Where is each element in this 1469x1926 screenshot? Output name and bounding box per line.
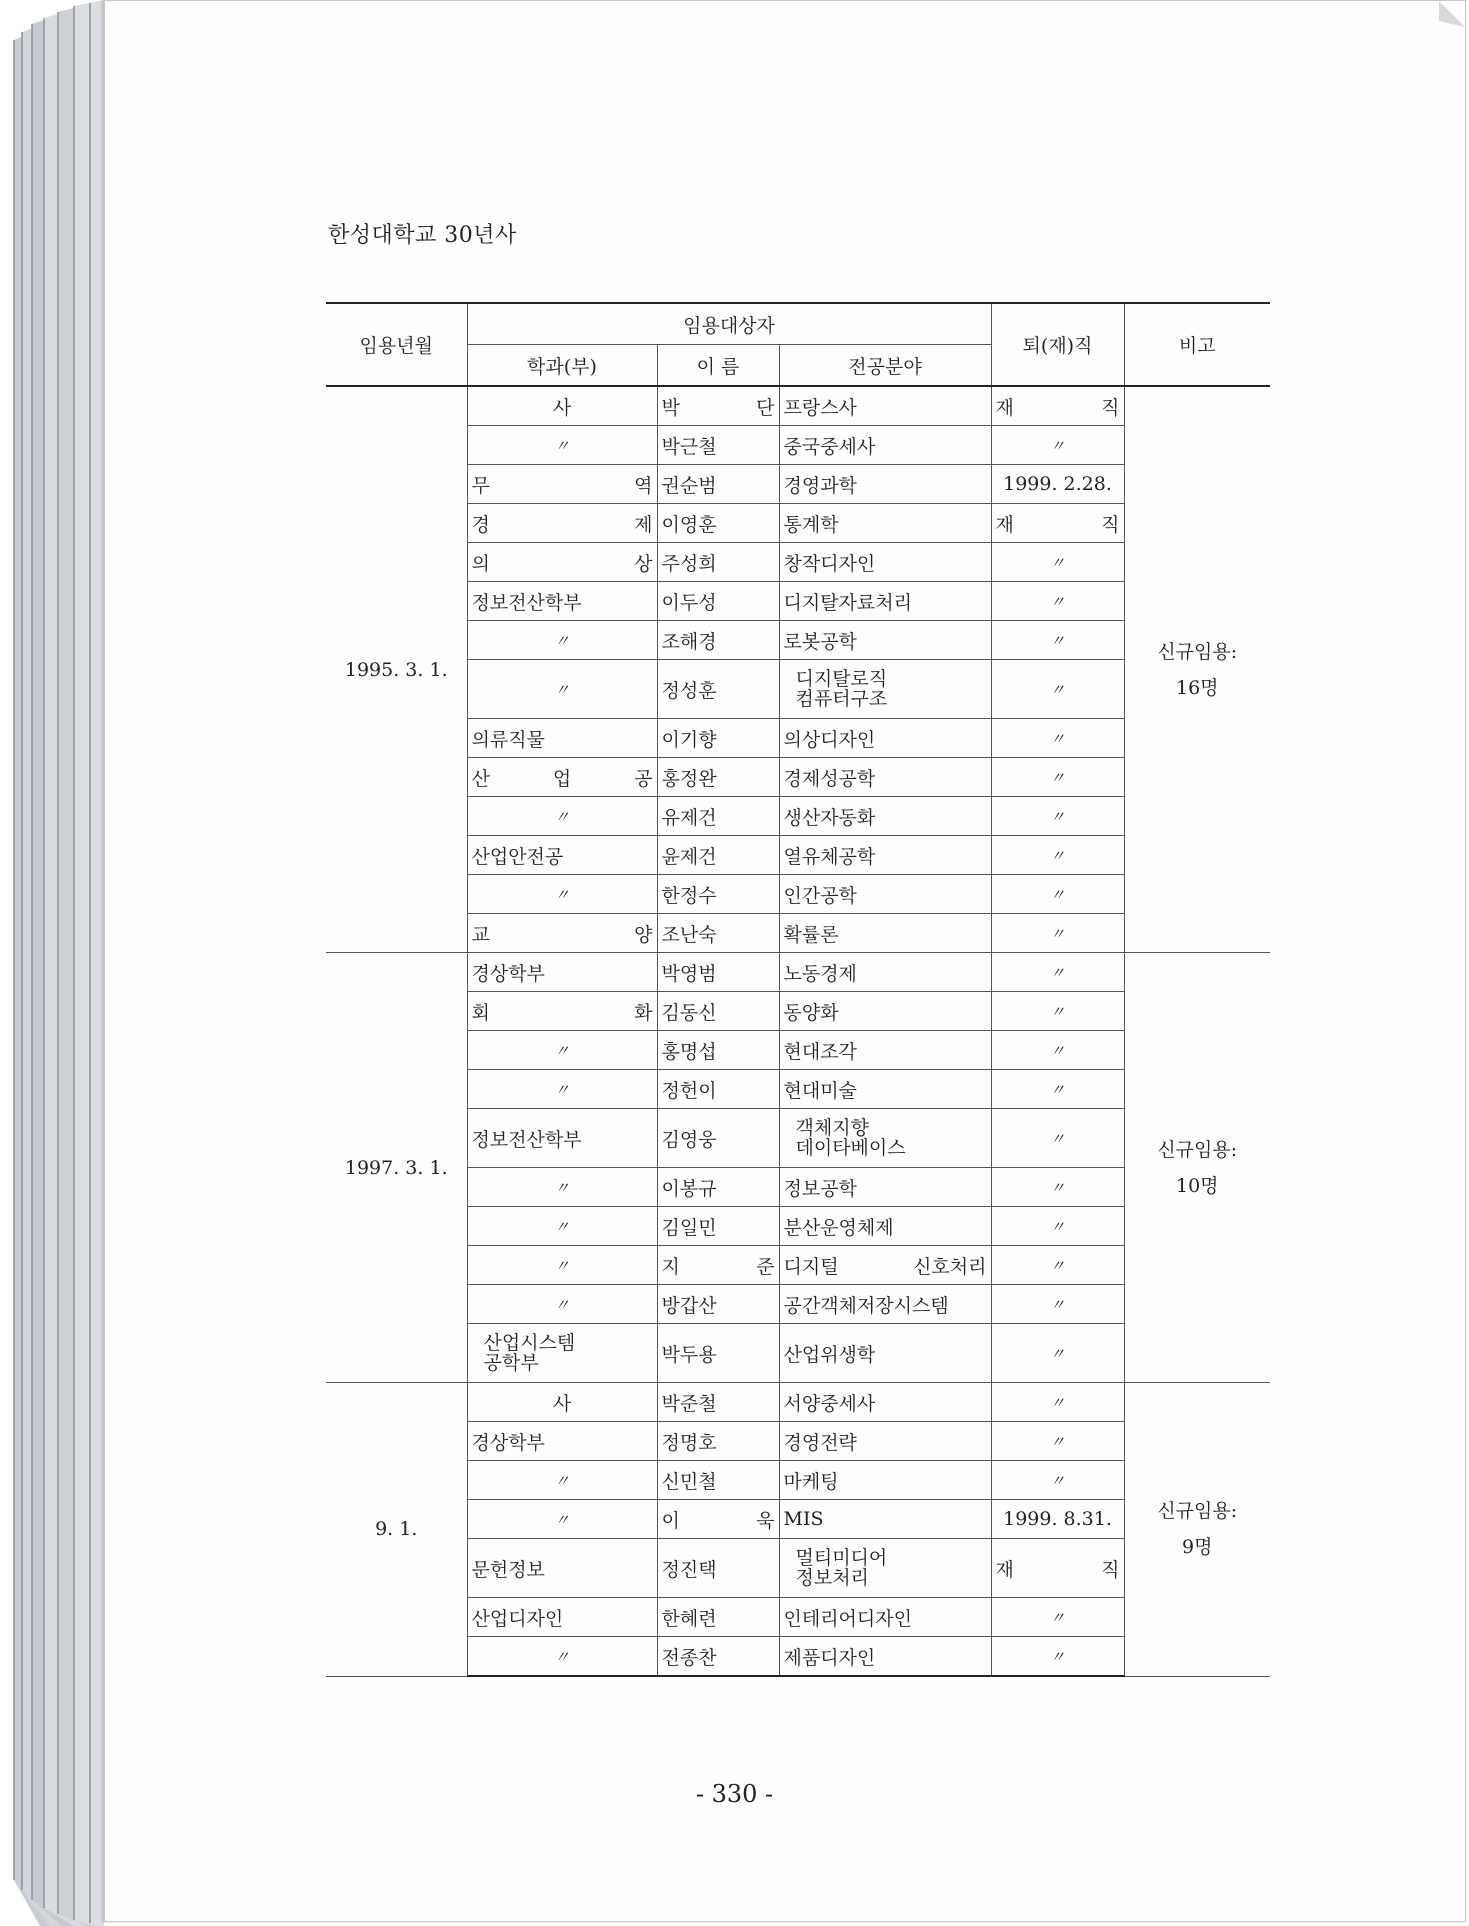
- dept-cell: 무 역: [467, 465, 657, 504]
- status-cell: 〃: [991, 875, 1124, 914]
- status-cell: 〃: [991, 1637, 1124, 1677]
- header-dept: 학과(부): [467, 345, 657, 387]
- name-cell: 박준철: [657, 1383, 779, 1422]
- header-status: 퇴(재)직: [991, 303, 1124, 386]
- status-cell: 재 직: [991, 386, 1124, 426]
- page-corner-curl: [1439, 1, 1465, 27]
- note-line-1: 신규임용:: [1157, 1138, 1238, 1161]
- field-cell: 로봇공학: [779, 621, 991, 660]
- dept-cell: 〃: [467, 875, 657, 914]
- note-cell: [1124, 386, 1270, 953]
- status-cell: 〃: [991, 660, 1124, 719]
- table-row: [326, 953, 1270, 992]
- dept-cell: 〃: [467, 1070, 657, 1109]
- status-cell: 〃: [991, 582, 1124, 621]
- dept-cell: 〃: [467, 660, 657, 719]
- name-cell: 정명호: [657, 1422, 779, 1461]
- field-cell: 서양중세사: [779, 1383, 991, 1422]
- dept-cell: 〃: [467, 1031, 657, 1070]
- field-cell: 창작디자인: [779, 543, 991, 582]
- status-cell: 〃: [991, 621, 1124, 660]
- note-line-2: 9명: [1182, 1536, 1213, 1559]
- status-cell: 〃: [991, 1461, 1124, 1500]
- status-cell: 〃: [991, 1285, 1124, 1324]
- name-cell: 조해경: [657, 621, 779, 660]
- field-cell: 경영전략: [779, 1422, 991, 1461]
- status-cell: 〃: [991, 1246, 1124, 1285]
- dept-cell: 〃: [467, 1637, 657, 1677]
- field-cell: 프랑스사: [779, 386, 991, 426]
- note-cell: [1124, 953, 1270, 1383]
- name-cell: 김동신: [657, 992, 779, 1031]
- status-cell: 〃: [991, 1207, 1124, 1246]
- name-cell: 박두용: [657, 1324, 779, 1383]
- name-cell: 홍명섭: [657, 1031, 779, 1070]
- book-page-edges: [0, 0, 110, 1926]
- note-line-2: 16명: [1175, 676, 1219, 699]
- field-cell: 중국중세사: [779, 426, 991, 465]
- name-cell: 이봉규: [657, 1168, 779, 1207]
- field-cell: 경제성공학: [779, 758, 991, 797]
- field-cell: [779, 660, 991, 719]
- table-row: [326, 1383, 1270, 1422]
- status-cell: 재 직: [991, 1539, 1124, 1598]
- field-cell: 열유체공학: [779, 836, 991, 875]
- field-line-1: 멀티미디어: [795, 1547, 888, 1569]
- name-cell: 정성훈: [657, 660, 779, 719]
- field-cell: 분산운영체제: [779, 1207, 991, 1246]
- field-cell: [779, 1539, 991, 1598]
- dept-cell: 〃: [467, 1285, 657, 1324]
- name-cell: 윤제건: [657, 836, 779, 875]
- header-date: 임용년월: [326, 303, 467, 386]
- status-cell: 1999. 2.28.: [991, 465, 1124, 504]
- dept-cell: 교 양: [467, 914, 657, 953]
- name-cell: 이기향: [657, 719, 779, 758]
- appointment-date-cell: 9. 1.: [326, 1383, 467, 1677]
- field-cell: 디지탈자료처리: [779, 582, 991, 621]
- status-cell: 〃: [991, 1422, 1124, 1461]
- name-cell: 한정수: [657, 875, 779, 914]
- dept-cell: 정보전산학부: [467, 1109, 657, 1168]
- name-cell: 권순범: [657, 465, 779, 504]
- dept-line-1: 산업시스템: [483, 1332, 576, 1354]
- name-cell: 이영훈: [657, 504, 779, 543]
- name-cell: 이 욱: [657, 1500, 779, 1539]
- field-line-2: 정보처리: [795, 1567, 869, 1589]
- dept-cell: 〃: [467, 1207, 657, 1246]
- name-cell: 신민철: [657, 1461, 779, 1500]
- status-cell: 〃: [991, 1109, 1124, 1168]
- status-cell: 〃: [991, 953, 1124, 992]
- field-cell: MIS: [779, 1500, 991, 1539]
- name-cell: 유제건: [657, 797, 779, 836]
- field-line-2: 컴퓨터구조: [795, 688, 888, 710]
- status-cell: 〃: [991, 1324, 1124, 1383]
- status-cell: 재 직: [991, 504, 1124, 543]
- status-cell: 〃: [991, 836, 1124, 875]
- name-cell: 전종찬: [657, 1637, 779, 1677]
- table-row: [326, 386, 1270, 426]
- note-line-2: 10명: [1175, 1174, 1219, 1197]
- appointment-table: [326, 302, 1270, 1677]
- name-cell: 주성희: [657, 543, 779, 582]
- appointment-date-cell: 1997. 3. 1.: [326, 953, 467, 1383]
- note-line-1: 신규임용:: [1157, 640, 1238, 663]
- field-cell: 동양화: [779, 992, 991, 1031]
- dept-cell: 경 제: [467, 504, 657, 543]
- field-line-1: 객체지향: [795, 1117, 869, 1139]
- name-cell: 홍정완: [657, 758, 779, 797]
- dept-cell: 〃: [467, 1168, 657, 1207]
- name-cell: 정헌이: [657, 1070, 779, 1109]
- dept-cell: 산업디자인: [467, 1598, 657, 1637]
- status-cell: 〃: [991, 992, 1124, 1031]
- name-cell: 김일민: [657, 1207, 779, 1246]
- field-cell: [779, 1109, 991, 1168]
- status-cell: 〃: [991, 1168, 1124, 1207]
- dept-cell: 경상학부: [467, 1422, 657, 1461]
- field-cell: 통계학: [779, 504, 991, 543]
- dept-cell: 〃: [467, 426, 657, 465]
- name-cell: 박근철: [657, 426, 779, 465]
- header-field: 전공분야: [779, 345, 991, 387]
- dept-cell: 〃: [467, 1500, 657, 1539]
- dept-cell: 〃: [467, 797, 657, 836]
- status-cell: 1999. 8.31.: [991, 1500, 1124, 1539]
- name-cell: 김영웅: [657, 1109, 779, 1168]
- dept-cell: 사: [467, 386, 657, 426]
- dept-cell: 산업안전공: [467, 836, 657, 875]
- field-cell: 제품디자인: [779, 1637, 991, 1677]
- field-cell: 경영과학: [779, 465, 991, 504]
- dept-cell: 회 화: [467, 992, 657, 1031]
- dept-cell: 경상학부: [467, 953, 657, 992]
- dept-cell: [467, 1324, 657, 1383]
- status-cell: 〃: [991, 1383, 1124, 1422]
- field-cell: 확률론: [779, 914, 991, 953]
- field-line-2: 데이타베이스: [795, 1137, 906, 1159]
- dept-line-2: 공학부: [483, 1352, 539, 1374]
- name-cell: 한혜련: [657, 1598, 779, 1637]
- name-cell: 방갑산: [657, 1285, 779, 1324]
- dept-cell: 의 상: [467, 543, 657, 582]
- dept-cell: 〃: [467, 1461, 657, 1500]
- field-cell: 정보공학: [779, 1168, 991, 1207]
- table-body: [326, 386, 1270, 1676]
- status-cell: 〃: [991, 1070, 1124, 1109]
- name-cell: 박영범: [657, 953, 779, 992]
- status-cell: 〃: [991, 1031, 1124, 1070]
- status-cell: 〃: [991, 426, 1124, 465]
- field-cell: 마케팅: [779, 1461, 991, 1500]
- field-cell: 의상디자인: [779, 719, 991, 758]
- status-cell: 〃: [991, 914, 1124, 953]
- name-cell: 정진택: [657, 1539, 779, 1598]
- field-cell: 생산자동화: [779, 797, 991, 836]
- status-cell: 〃: [991, 758, 1124, 797]
- status-cell: 〃: [991, 719, 1124, 758]
- dept-cell: 사: [467, 1383, 657, 1422]
- field-cell: 노동경제: [779, 953, 991, 992]
- field-cell: 공간객체저장시스템: [779, 1285, 991, 1324]
- status-cell: 〃: [991, 1598, 1124, 1637]
- status-cell: 〃: [991, 543, 1124, 582]
- running-head: 한성대학교 30년사: [328, 223, 517, 248]
- field-cell: 인테리어디자인: [779, 1598, 991, 1637]
- name-cell: 박 단: [657, 386, 779, 426]
- dept-cell: 〃: [467, 1246, 657, 1285]
- header-target-group: 임용대상자: [467, 303, 991, 345]
- field-line-1: 디지탈로직: [795, 668, 888, 690]
- header-name: 이 름: [657, 345, 779, 387]
- field-cell: 현대미술: [779, 1070, 991, 1109]
- status-cell: 〃: [991, 797, 1124, 836]
- name-cell: 지 준: [657, 1246, 779, 1285]
- header-note: 비고: [1124, 303, 1270, 386]
- dept-cell: 의류직물: [467, 719, 657, 758]
- note-cell: [1124, 1383, 1270, 1677]
- field-cell: 디지털 신호처리: [779, 1246, 991, 1285]
- page-number: - 330 -: [695, 1780, 774, 1808]
- note-line-1: 신규임용:: [1157, 1500, 1238, 1523]
- dept-cell: 문헌정보: [467, 1539, 657, 1598]
- name-cell: 이두성: [657, 582, 779, 621]
- name-cell: 조난숙: [657, 914, 779, 953]
- dept-cell: 산 업 공: [467, 758, 657, 797]
- field-cell: 산업위생학: [779, 1324, 991, 1383]
- appointment-date-cell: 1995. 3. 1.: [326, 386, 467, 953]
- field-cell: 인간공학: [779, 875, 991, 914]
- dept-cell: 〃: [467, 621, 657, 660]
- dept-cell: 정보전산학부: [467, 582, 657, 621]
- field-cell: 현대조각: [779, 1031, 991, 1070]
